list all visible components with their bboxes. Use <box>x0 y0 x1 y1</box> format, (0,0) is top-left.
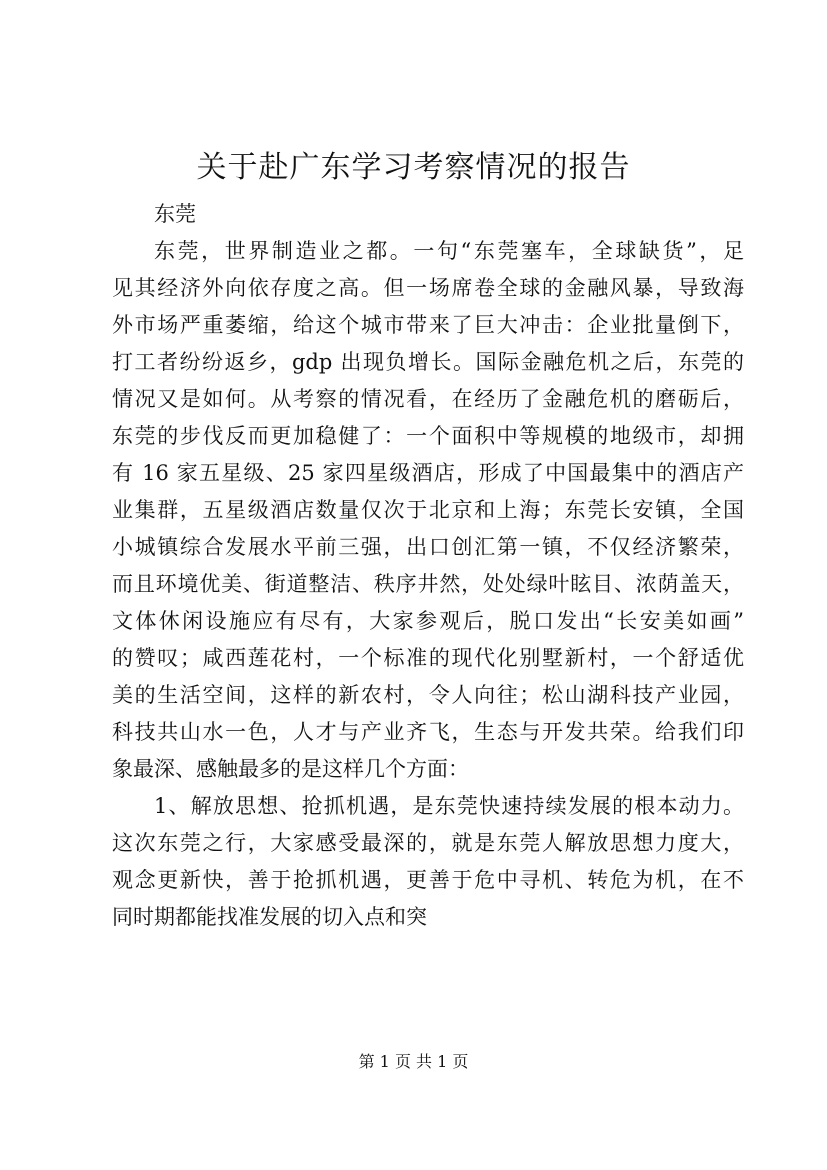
paragraph-line: 文体休闲设施应有尽有，大家参观后，脱口发出“长安美如画” <box>112 609 744 633</box>
paragraph-line: 东莞的步伐反而更加稳健了：一个面积中等规模的地级市，却拥 <box>112 424 744 448</box>
paragraph-line: 1、解放思想、抢抓机遇，是东莞快速持续发展的根本动力。 <box>154 794 744 818</box>
paragraph-line: 的赞叹；咸西莲花村，一个标准的现代化别墅新村，一个舒适优 <box>112 646 744 670</box>
paragraph-line: 有 16 家五星级、25 家四星级酒店，形成了中国最集中的酒店产 <box>112 461 744 485</box>
paragraph-line: 小城镇综合发展水平前三强，出口创汇第一镇，不仅经济繁荣， <box>112 535 744 559</box>
paragraph-line: 见其经济外向依存度之高。但一场席卷全球的金融风暴，导致海 <box>112 276 744 300</box>
page-footer: 第 1 页 共 1 页 <box>358 1052 469 1071</box>
paragraph-line: 科技共山水一色，人才与产业齐飞，生态与开发共荣。给我们印 <box>112 720 744 744</box>
paragraph-line: 外市场严重萎缩，给这个城市带来了巨大冲击：企业批量倒下， <box>112 313 744 337</box>
paragraph-line: 这次东莞之行，大家感受最深的，就是东莞人解放思想力度大， <box>112 831 744 855</box>
paragraph-line: 象最深、感触最多的是这样几个方面： <box>112 757 469 781</box>
document-title: 关于赴广东学习考察情况的报告 <box>196 150 631 185</box>
paragraph-line: 业集群，五星级酒店数量仅次于北京和上海；东莞长安镇，全国 <box>112 498 744 522</box>
document-body <box>112 196 744 936</box>
paragraph-line: 而且环境优美、街道整洁、秩序井然，处处绿叶眩目、浓荫盖天， <box>112 572 744 596</box>
paragraph-line: 打工者纷纷返乡，gdp 出现负增长。国际金融危机之后，东莞的 <box>112 350 744 374</box>
paragraph-line: 东莞 <box>154 202 196 226</box>
paragraph-line: 情况又是如何。从考察的情况看，在经历了金融危机的磨砺后， <box>112 387 744 411</box>
paragraph-line: 同时期都能找准发展的切入点和突 <box>112 905 427 929</box>
paragraph-line: 东莞，世界制造业之都。一句“东莞塞车，全球缺货”，足 <box>154 239 744 263</box>
paragraph-line: 观念更新快，善于抢抓机遇，更善于危中寻机、转危为机，在不 <box>112 868 744 892</box>
paragraph-line: 美的生活空间，这样的新农村，令人向往；松山湖科技产业园， <box>112 683 744 707</box>
